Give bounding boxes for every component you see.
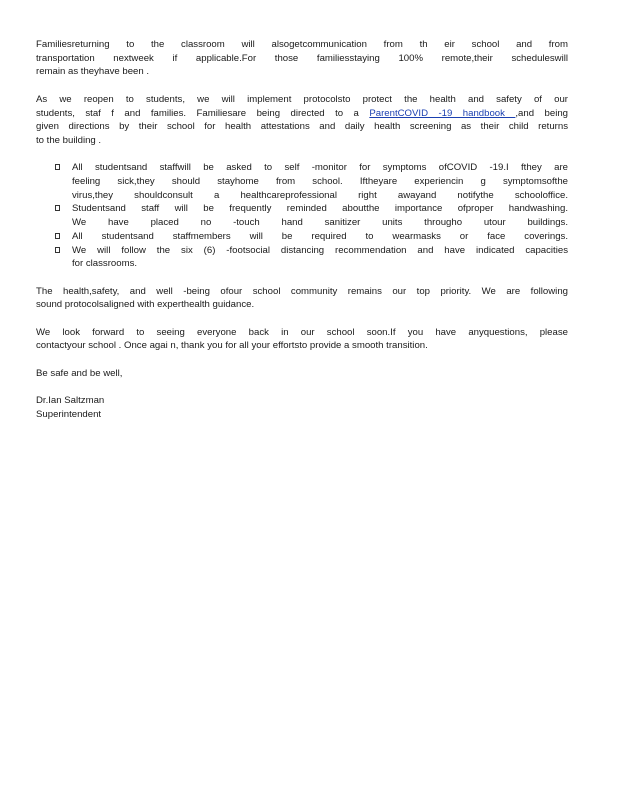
text-line: We will follow the six (6) -footsocial distancing recommendation and have indicated capacities — [72, 244, 568, 256]
list-item — [36, 161, 568, 202]
text-line: given directions by their school for health attestations and daily health screening as their child returns — [36, 121, 568, 133]
closing-block — [36, 367, 568, 381]
text-line: remain as theyhave been . — [36, 66, 150, 78]
priority-paragraph — [36, 285, 568, 312]
list-item — [36, 202, 568, 229]
text-segment: students, staf f and families. Familiesare being directed to a — [36, 107, 370, 119]
text-line: As we reopen to students, we will implement protocolsto protect the health and safety of our — [36, 93, 568, 105]
looking-forward-paragraph — [36, 326, 568, 353]
list-item — [36, 230, 568, 244]
bullet-box-icon — [55, 233, 60, 239]
text-line: All studentsand staffmembers will be required to wearmasks or face coverings. — [72, 230, 568, 242]
text-line: contactyour school . Once agai n, thank you for all your effortsto provide a smooth transition. — [36, 340, 428, 352]
safety-measures-list — [36, 161, 568, 271]
text-line: Familiesreturning to the classroom will alsogetcommunication from th eir school and from — [36, 39, 568, 50]
text-line: The health,safety, and well -being ofour school community remains our top priority. We are following — [36, 285, 568, 297]
bullet-box-icon — [55, 164, 60, 170]
text-line: All studentsand staffwill be asked to self -monitor for symptoms ofCOVID -19.I fthey are — [72, 162, 568, 174]
bullet-box-icon — [55, 247, 60, 253]
text-line: to the building . — [36, 134, 102, 146]
signature-title: Superintendent — [36, 408, 102, 420]
list-item — [36, 244, 568, 271]
returning-families-paragraph — [36, 38, 568, 79]
text-segment: ,and being — [515, 107, 568, 119]
reopening-paragraph — [36, 93, 568, 148]
text-line: feeling sick,they should stayhome from school. Iftheyare experiencin g symptomsofthe — [72, 176, 568, 187]
text-line: Studentsand staff will be frequently reminded aboutthe importance ofproper handwashing. — [72, 203, 568, 215]
text-line: We look forward to seeing everyone back in our school soon.If you have anyquestions, please — [36, 326, 568, 338]
letter-body — [36, 38, 568, 422]
text-line — [36, 107, 568, 121]
text-line: virus,they shouldconsult a healthcareprofessional right awayand notifythe schooloffice. — [72, 189, 568, 201]
text-line: sound protocolsaligned with experthealth guidance. — [36, 299, 255, 311]
text-line: We have placed no -touch hand sanitizer units througho utour buildings. — [72, 217, 568, 229]
text-line: for classrooms. — [72, 258, 138, 270]
closing-line: Be safe and be well, — [36, 367, 123, 379]
bullet-box-icon — [55, 205, 60, 211]
covid-handbook-link[interactable]: ParentCOVID -19 handbook — [369, 107, 516, 119]
text-line: transportation nextweek if applicable.For those familiesstaying 100% remote,their scheduleswill — [36, 52, 568, 64]
signature-block — [36, 394, 568, 421]
signature-name: Dr.Ian Saltzman — [36, 395, 105, 407]
